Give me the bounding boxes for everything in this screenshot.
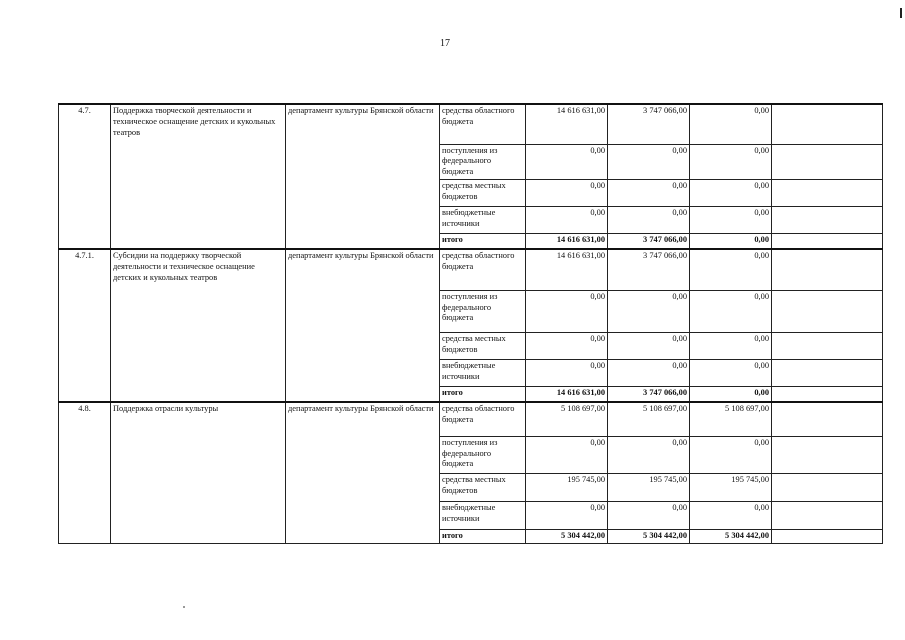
funding-source: внебюджетные источники: [440, 501, 526, 529]
table-row: [59, 249, 883, 290]
item-number: 4.7.1.: [59, 249, 111, 402]
amount-1: 0,00: [526, 144, 608, 179]
funding-source: средства областного бюджета: [440, 104, 526, 144]
amount-4: [772, 473, 883, 501]
item-number: 4.7.: [59, 104, 111, 249]
amount-1: 14 616 631,00: [526, 249, 608, 290]
amount-1: 0,00: [526, 332, 608, 359]
amount-3: 195 745,00: [690, 473, 772, 501]
amount-4: [772, 144, 883, 179]
item-name: Поддержка творческой деятельности и техническое оснащение детских и кукольных театров: [111, 104, 286, 249]
table-row: [59, 104, 883, 144]
scan-speck: [183, 606, 185, 608]
amount-2: 0,00: [608, 206, 690, 233]
amount-2: 0,00: [608, 290, 690, 332]
item-executor: департамент культуры Брянской области: [286, 402, 440, 543]
funding-source: итого: [440, 233, 526, 249]
amount-2: 0,00: [608, 359, 690, 386]
amount-1: 195 745,00: [526, 473, 608, 501]
funding-source: итого: [440, 386, 526, 402]
amount-3: 5 108 697,00: [690, 402, 772, 436]
amount-1: 14 616 631,00: [526, 233, 608, 249]
amount-3: 0,00: [690, 332, 772, 359]
amount-3: 0,00: [690, 436, 772, 473]
amount-1: 0,00: [526, 501, 608, 529]
amount-4: [772, 359, 883, 386]
amount-4: [772, 290, 883, 332]
amount-2: 195 745,00: [608, 473, 690, 501]
amount-1: 5 108 697,00: [526, 402, 608, 436]
amount-3: 0,00: [690, 206, 772, 233]
amount-2: 0,00: [608, 501, 690, 529]
funding-source: средства местных бюджетов: [440, 473, 526, 501]
amount-2: 3 747 066,00: [608, 233, 690, 249]
amount-1: 0,00: [526, 290, 608, 332]
amount-2: 0,00: [608, 332, 690, 359]
amount-3: 0,00: [690, 501, 772, 529]
scan-edge-mark: [900, 8, 902, 18]
amount-2: 3 747 066,00: [608, 249, 690, 290]
amount-3: 0,00: [690, 249, 772, 290]
item-name: Субсидии на поддержку творческой деятельности и техническое оснащение детских и кукольных театров: [111, 249, 286, 402]
amount-1: 14 616 631,00: [526, 386, 608, 402]
amount-4: [772, 206, 883, 233]
funding-source: средства местных бюджетов: [440, 332, 526, 359]
amount-3: 0,00: [690, 179, 772, 206]
amount-2: 5 304 442,00: [608, 529, 690, 543]
table-row: [59, 402, 883, 436]
funding-source: итого: [440, 529, 526, 543]
funding-table: [58, 103, 883, 544]
amount-4: [772, 104, 883, 144]
amount-1: 14 616 631,00: [526, 104, 608, 144]
amount-3: 0,00: [690, 233, 772, 249]
amount-2: 0,00: [608, 144, 690, 179]
funding-source: средства областного бюджета: [440, 402, 526, 436]
item-executor: департамент культуры Брянской области: [286, 104, 440, 249]
item-name: Поддержка отрасли культуры: [111, 402, 286, 543]
amount-1: 0,00: [526, 179, 608, 206]
funding-source: поступления из федерального бюджета: [440, 144, 526, 179]
funding-source: поступления из федерального бюджета: [440, 436, 526, 473]
amount-4: [772, 402, 883, 436]
amount-3: 0,00: [690, 144, 772, 179]
amount-4: [772, 249, 883, 290]
funding-source: средства местных бюджетов: [440, 179, 526, 206]
table-body: [59, 104, 883, 543]
amount-3: 0,00: [690, 290, 772, 332]
amount-4: [772, 501, 883, 529]
amount-3: 5 304 442,00: [690, 529, 772, 543]
amount-1: 5 304 442,00: [526, 529, 608, 543]
amount-4: [772, 179, 883, 206]
amount-4: [772, 529, 883, 543]
funding-source: поступления из федерального бюджета: [440, 290, 526, 332]
funding-source: внебюджетные источники: [440, 206, 526, 233]
amount-2: 0,00: [608, 179, 690, 206]
amount-3: 0,00: [690, 104, 772, 144]
amount-3: 0,00: [690, 359, 772, 386]
funding-source: средства областного бюджета: [440, 249, 526, 290]
amount-2: 3 747 066,00: [608, 386, 690, 402]
amount-4: [772, 233, 883, 249]
amount-1: 0,00: [526, 206, 608, 233]
item-number: 4.8.: [59, 402, 111, 543]
amount-4: [772, 386, 883, 402]
funding-source: внебюджетные источники: [440, 359, 526, 386]
amount-2: 3 747 066,00: [608, 104, 690, 144]
amount-4: [772, 436, 883, 473]
amount-1: 0,00: [526, 359, 608, 386]
page-number: 17: [440, 38, 450, 49]
amount-3: 0,00: [690, 386, 772, 402]
amount-4: [772, 332, 883, 359]
amount-1: 0,00: [526, 436, 608, 473]
amount-2: 5 108 697,00: [608, 402, 690, 436]
amount-2: 0,00: [608, 436, 690, 473]
item-executor: департамент культуры Брянской области: [286, 249, 440, 402]
